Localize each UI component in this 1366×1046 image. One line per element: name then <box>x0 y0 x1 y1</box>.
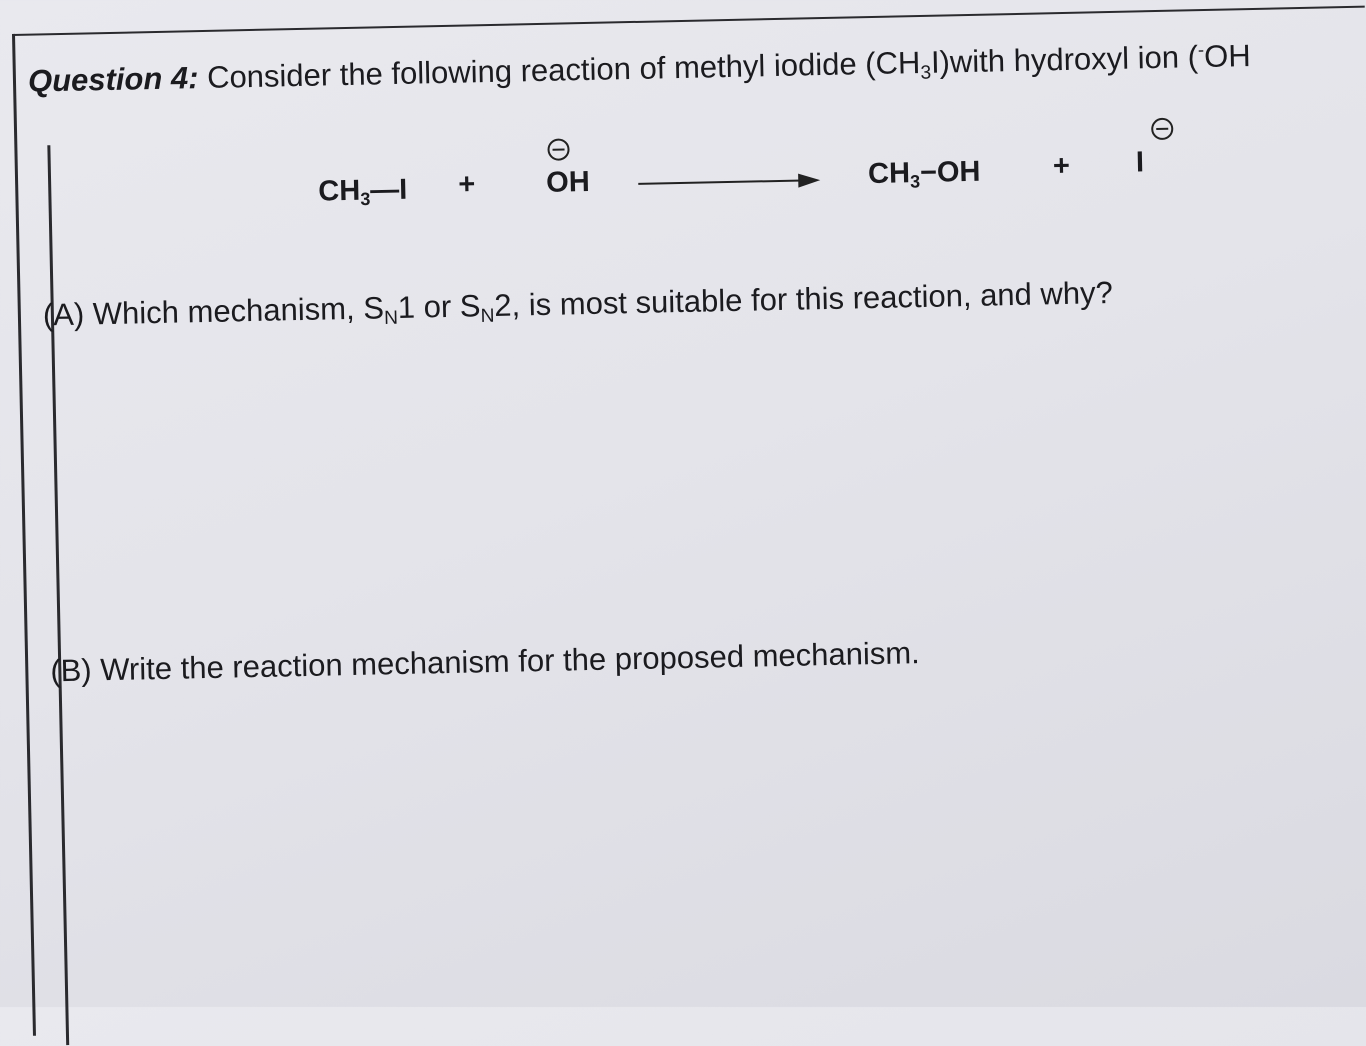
question-number: Question 4: <box>27 60 199 99</box>
question-part-a: (A) Which mechanism, $S_N1$ or $S_N2$, is most suitable for this reaction, and why? <box>42 275 1114 333</box>
plus-sign-reactants: + <box>457 168 476 201</box>
product-iodide: I <box>1135 146 1145 179</box>
question-text: Consider the following reaction of methyl iodide $(CH_3I)with$ hydroxyl ion (-OH <box>206 38 1252 95</box>
question-part-b: (B) Write the reaction mechanism for the proposed mechanism. <box>49 635 921 689</box>
negative-charge-icon <box>1151 118 1173 140</box>
plus-sign-products: + <box>1052 149 1071 183</box>
reactant-hydroxide: OH <box>545 165 591 199</box>
reaction-arrow-icon <box>798 173 820 187</box>
page-border-left <box>47 145 69 1045</box>
reaction-arrow-line <box>638 179 808 185</box>
product-methanol: $CH_3-OH$ <box>867 155 981 192</box>
reactant-methyl-iodide: $CH_3—I$ <box>318 173 408 210</box>
reaction-scheme <box>307 107 1209 216</box>
question-heading <box>28 38 1251 100</box>
negative-charge-icon <box>547 138 569 160</box>
worksheet-page <box>12 6 1366 1036</box>
